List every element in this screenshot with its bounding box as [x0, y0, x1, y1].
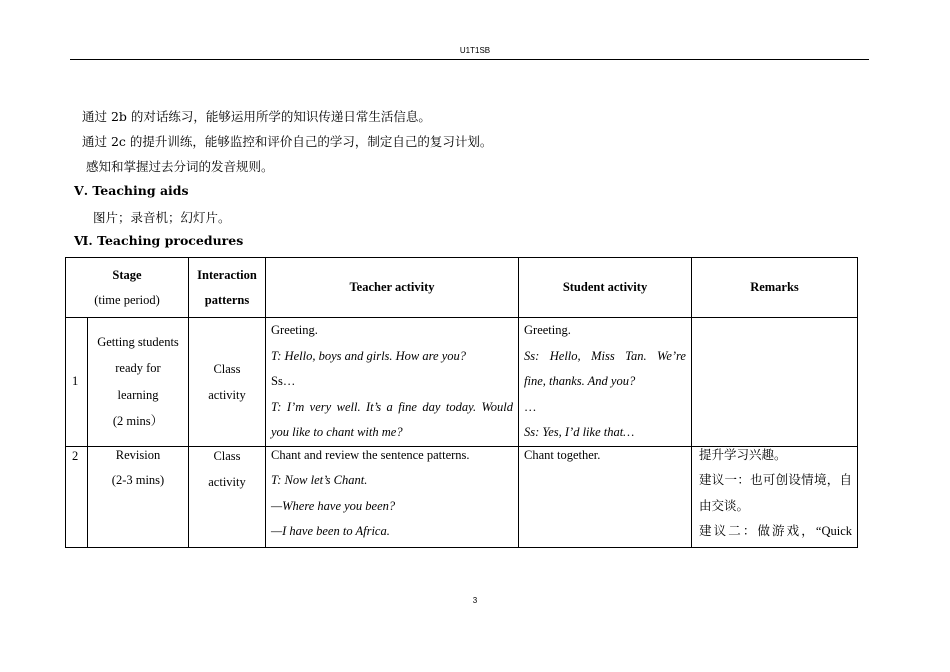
remarks-line: 建议二：做游戏，“Quick	[699, 524, 852, 538]
teacher-line: T: Now let’s Chant.	[271, 473, 368, 487]
page-number: 3	[472, 596, 478, 605]
table-row	[66, 318, 858, 447]
teaching-aids-content: 图片；录音机；幻灯片。	[93, 210, 231, 225]
objective-line-1: 通过 2b 的对话练习，能够运用所学的知识传递日常生活信息。	[82, 109, 431, 124]
stage-line: Revision	[115, 447, 161, 462]
remarks-cell	[692, 318, 858, 447]
teacher-line: —I have been to Africa.	[271, 524, 390, 538]
teacher-line: Chant and review the sentence patterns.	[271, 447, 470, 462]
page-header: U1T1SB	[459, 46, 491, 55]
interaction-cell	[189, 318, 266, 447]
interaction-line: Class	[213, 361, 241, 376]
header-interaction	[189, 258, 266, 318]
teacher-line: T: Hello, boys and girls. How are you?	[271, 348, 467, 363]
header-stage	[66, 258, 189, 318]
remarks-cell	[692, 446, 858, 547]
student-line: Greeting.	[524, 323, 571, 337]
header-interaction-line-1: Interaction	[197, 267, 257, 282]
header-interaction-line-2: patterns	[204, 292, 250, 307]
interaction-cell	[189, 446, 266, 547]
interaction-line: Class	[213, 448, 241, 463]
student-activity-cell	[519, 446, 692, 547]
student-line: Ss: Hello, Miss Tan. We’re	[524, 348, 686, 363]
remarks-line: 提升学习兴趣。	[699, 447, 787, 462]
student-activity-cell	[519, 318, 692, 447]
student-line: Ss: Yes, I’d like that…	[524, 425, 635, 439]
teacher-line: —Where have you been?	[271, 498, 396, 513]
remarks-line: 由交谈。	[699, 498, 750, 513]
teacher-activity-cell	[266, 318, 519, 447]
teacher-line: you like to chant with me?	[271, 425, 403, 439]
student-line: fine, thanks. And you?	[524, 374, 636, 388]
teacher-line: Greeting.	[271, 323, 318, 337]
remarks-line: 建议一：也可创设情境，自	[699, 473, 852, 487]
header-remarks: Remarks	[692, 258, 858, 318]
stage-cell	[88, 318, 189, 447]
teacher-line: Ss…	[271, 374, 296, 388]
procedures-table	[65, 257, 858, 548]
interaction-line: activity	[208, 387, 246, 402]
interaction-line: activity	[208, 474, 246, 489]
objective-line-2: 通过 2c 的提升训练，能够监控和评价自己的学习，制定自己的复习计划。	[82, 134, 493, 149]
student-line: Chant together.	[524, 447, 601, 462]
stage-line: learning	[117, 387, 159, 402]
objective-line-3: 感知和掌握过去分词的发音规则。	[86, 159, 274, 174]
header-student-activity: Student activity	[519, 258, 692, 318]
stage-line: Getting students	[97, 334, 179, 349]
row-number: 1	[66, 318, 88, 447]
teacher-activity-cell	[266, 446, 519, 547]
student-line: …	[524, 399, 537, 414]
teacher-line: T: I’m very well. It’s a fine day today. Would	[271, 399, 513, 414]
stage-line: ready for	[115, 361, 161, 376]
header-rule	[70, 59, 869, 60]
section-heading-teaching-aids: Ⅴ. Teaching aids	[74, 183, 189, 198]
stage-line: (2-3 mins)	[111, 473, 165, 487]
row-number	[66, 446, 88, 547]
stage-cell	[88, 446, 189, 547]
row-number-label: 2	[72, 448, 79, 463]
table-row	[66, 446, 858, 547]
header-stage-label: Stage	[112, 267, 142, 282]
header-teacher-activity: Teacher activity	[266, 258, 519, 318]
table-header-row	[66, 258, 858, 318]
stage-line: (2 mins）	[112, 414, 164, 429]
header-stage-sub: (time period)	[94, 292, 160, 307]
section-heading-teaching-procedures: Ⅵ. Teaching procedures	[74, 233, 244, 248]
